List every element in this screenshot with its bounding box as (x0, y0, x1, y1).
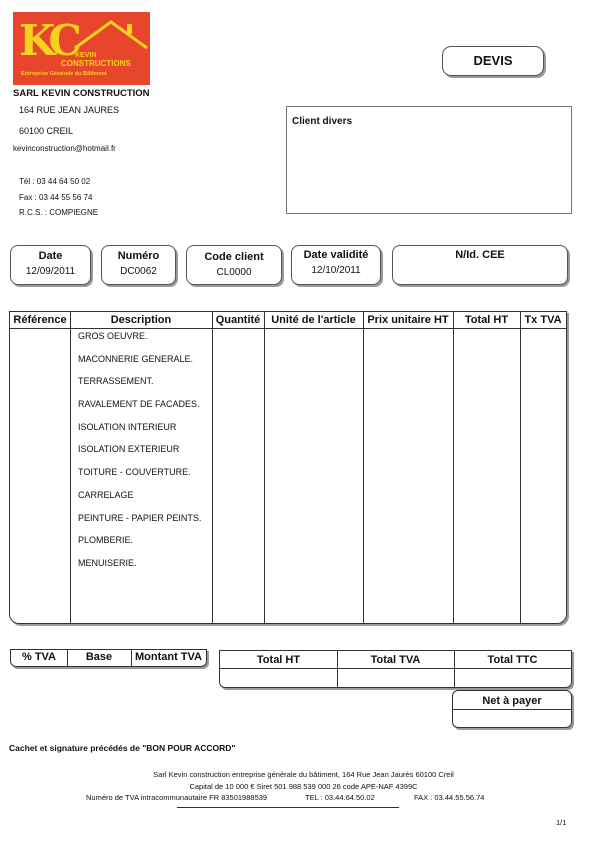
code-client-label: Code client (204, 251, 264, 263)
line-items-table (9, 311, 567, 624)
company-logo (13, 12, 150, 85)
company-name: SARL KEVIN CONSTRUCTION (13, 88, 150, 99)
list-item: ISOLATION EXTERIEUR (78, 444, 180, 455)
list-item: GROS OEUVRE. (78, 331, 148, 341)
col-divider (520, 312, 521, 623)
totals-box (219, 650, 572, 688)
col-header-quantite: Quantité (215, 314, 261, 326)
tva-box (10, 649, 207, 667)
net-a-payer-box (452, 690, 572, 728)
validite-label: Date validité (303, 249, 369, 261)
code-client-box (186, 245, 282, 285)
validite-box (291, 245, 381, 285)
list-item: MENUISERIE. (78, 557, 137, 568)
list-item: ISOLATION INTERIEUR (78, 421, 177, 432)
logo-text: KEVIN CONSTRUCTIONS Entreprise Générale du Bâtiment (21, 52, 131, 77)
total-tva-label: Total TVA (370, 654, 421, 666)
logo-letters: KC (19, 16, 76, 65)
footer-fax: FAX : 03.44.55.56.74 (414, 793, 485, 802)
date-box (10, 245, 91, 285)
tva-base-label: Base (85, 651, 113, 663)
company-tel: Tél : 03 44 64 50 02 (19, 177, 91, 186)
list-item: MACONNERIE GENERALE. (78, 353, 194, 364)
footer-line-2: Capital de 10 000 € Siret 501 988 539 000 26 code APE-NAF 4399C (189, 782, 418, 791)
col-header-tx-tva: Tx TVA (524, 314, 562, 326)
doc-title: DEVIS (473, 53, 513, 68)
col-divider (212, 312, 213, 623)
col-divider (453, 312, 454, 623)
page-number: 1/1 (556, 818, 567, 827)
total-ttc-label: Total TTC (487, 654, 538, 666)
col-header-total-ht: Total HT (464, 314, 509, 326)
list-item: TERRASSEMENT. (78, 376, 154, 387)
footer-tva-intracom: Numéro de TVA intracommunautaire FR 83501988539 (86, 793, 268, 802)
footer-tel: TEL : 03.44.64.50.02 (305, 793, 375, 802)
validite-value: 12/10/2011 (311, 265, 361, 276)
cee-label: N/Id. CEE (455, 249, 505, 261)
list-item: TOITURE - COUVERTURE. (78, 467, 191, 478)
client-box (286, 106, 572, 214)
company-address-2: 60100 CREIL (19, 126, 74, 136)
company-fax: Fax : 03 44 55 56 74 (19, 193, 93, 202)
numero-label: Numéro (117, 250, 160, 262)
col-header-prix: Prix unitaire HT (367, 314, 449, 326)
col-header-unite: Unité de l'article (271, 314, 356, 326)
totals-divider (220, 668, 571, 669)
total-ht-label: Total HT (256, 654, 301, 666)
code-client-value: CL0000 (216, 267, 252, 278)
numero-box (101, 245, 176, 285)
header-divider (10, 328, 566, 329)
footer-line-1: Sarl Kevin construction entreprise générale du bâtiment, 164 Rue Jean Jaurès 60100 Creil (153, 770, 454, 779)
company-email: kevinconstruction@hotmail.fr (13, 144, 116, 153)
col-divider (363, 312, 364, 623)
company-address-1: 164 RUE JEAN JAURES (19, 105, 120, 115)
date-label: Date (38, 250, 63, 262)
col-divider (264, 312, 265, 623)
list-item: PLOMBERIE. (78, 535, 134, 546)
col-header-reference: Référence (13, 314, 67, 326)
cachet-signature-text: Cachet et signature précédés de "BON POUR ACCORD" (9, 743, 236, 753)
list-item: PEINTURE - PAPIER PEINTS. (78, 512, 202, 523)
description-list (78, 331, 201, 581)
numero-value: DC0062 (120, 266, 157, 277)
net-a-payer-label: Net à payer (482, 695, 542, 707)
list-item: RAVALEMENT DE FACADES. (78, 399, 200, 410)
tva-montant-label: Montant TVA (134, 651, 202, 663)
col-header-description: Description (110, 314, 172, 326)
tva-pct-label: % TVA (21, 651, 57, 663)
client-name: Client divers (292, 116, 353, 127)
footer-rule (177, 807, 399, 808)
list-item: CARRELAGE (78, 489, 134, 500)
date-value: 12/09/2011 (25, 266, 76, 277)
company-rcs: R.C.S. : COMPIEGNE (19, 208, 99, 217)
doc-title-box (442, 46, 544, 76)
net-divider (453, 709, 571, 710)
col-divider (70, 312, 71, 623)
cee-box (392, 245, 568, 285)
